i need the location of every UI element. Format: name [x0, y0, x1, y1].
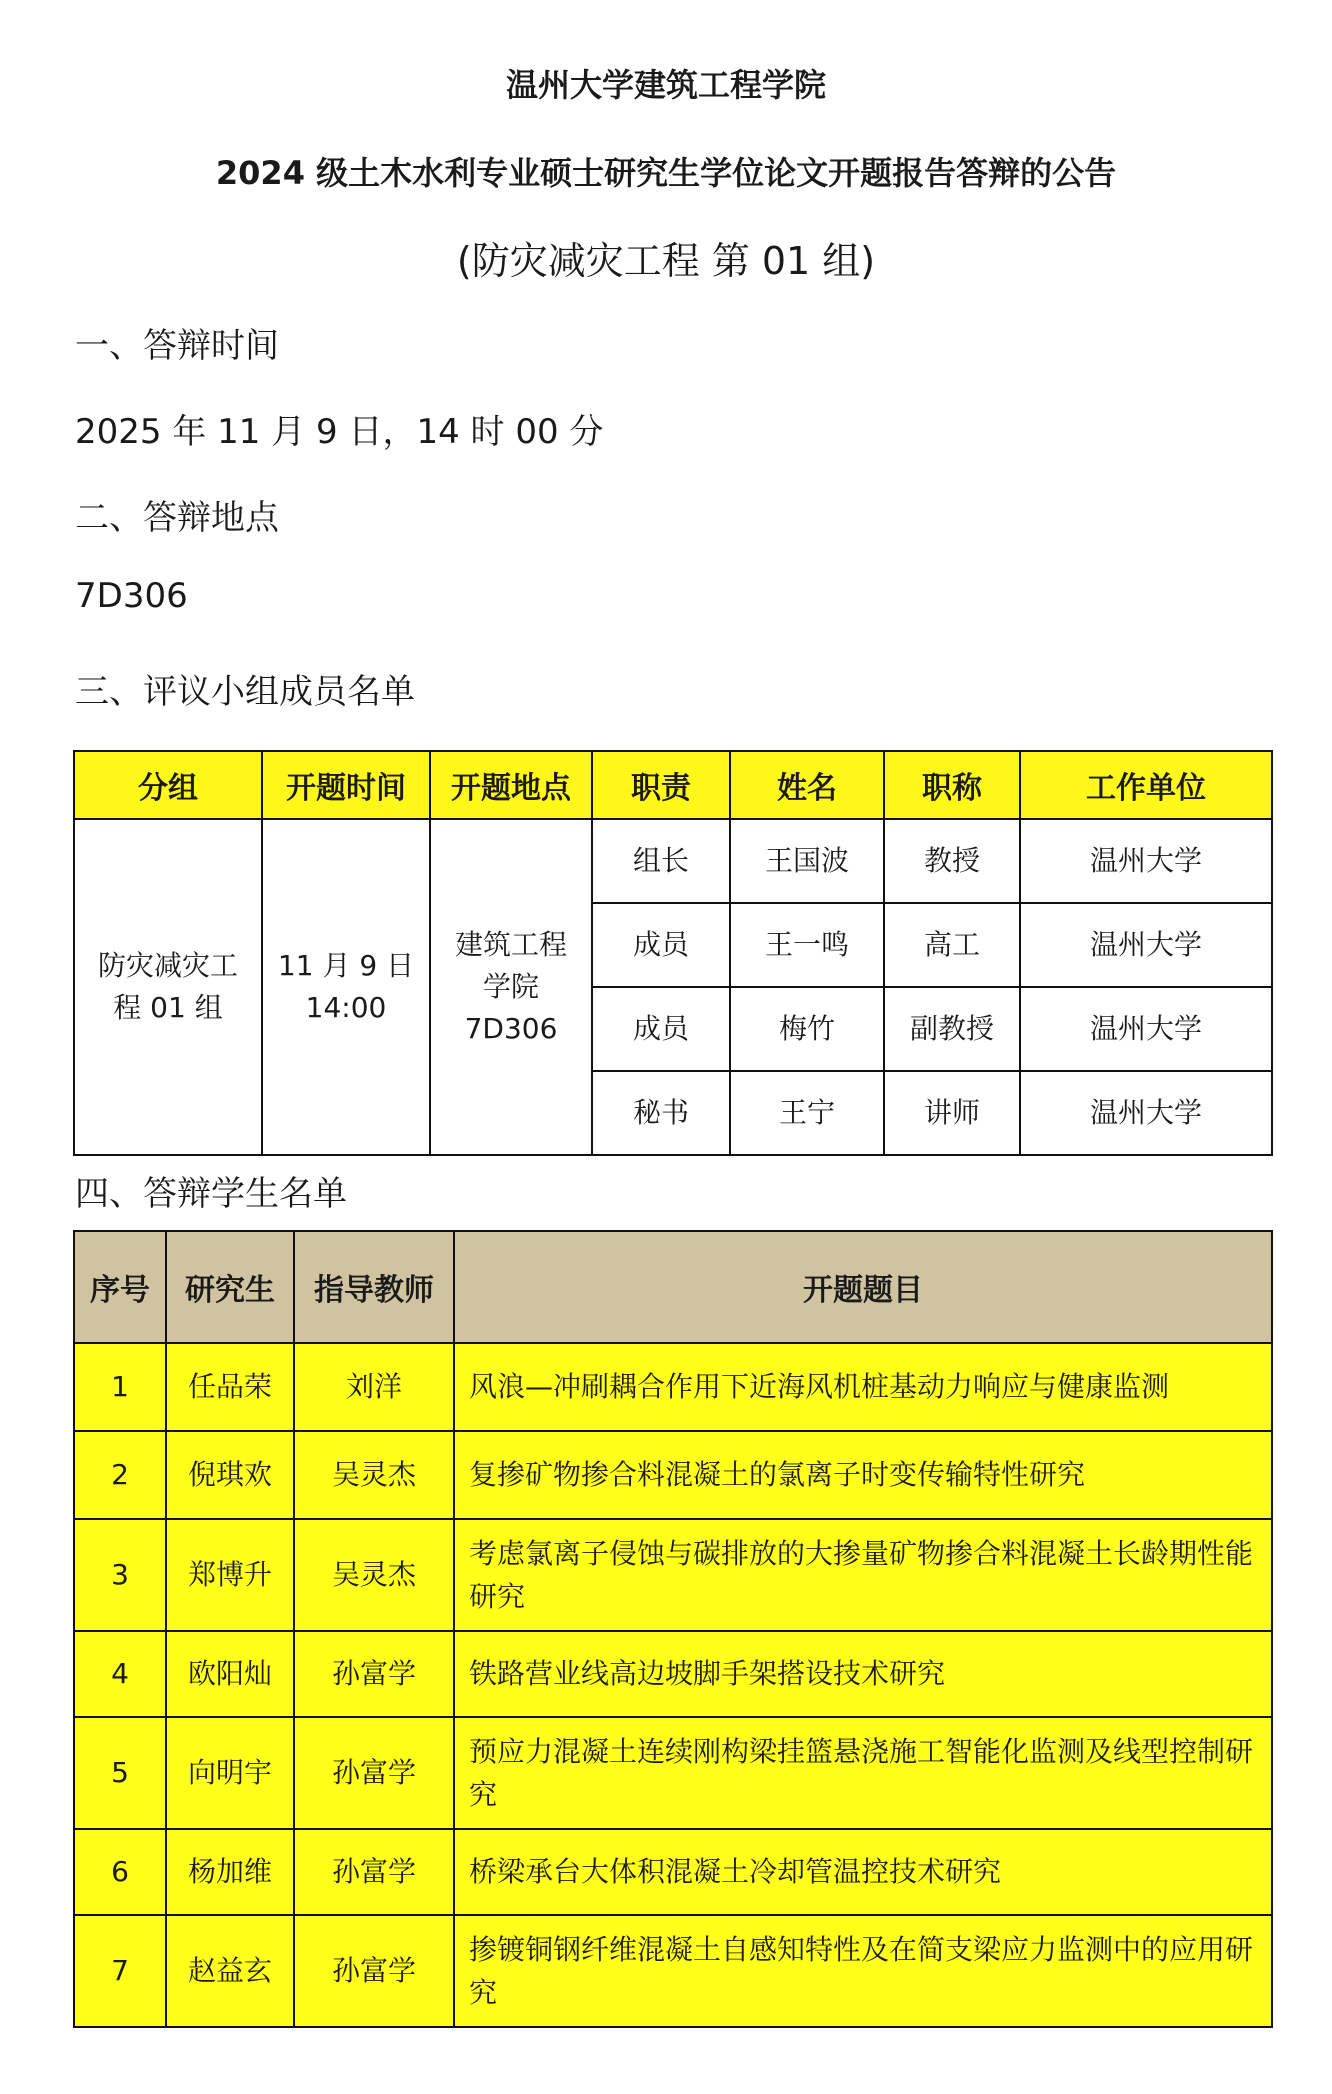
- table-row: [74, 1717, 1272, 1829]
- location-cell: [430, 819, 592, 1155]
- row-no: 2: [74, 1431, 166, 1519]
- table-row: [74, 1431, 1272, 1519]
- member-unit: 温州大学: [1020, 819, 1272, 903]
- row-topic: 风浪—冲刷耦合作用下近海风机桩基动力响应与健康监测: [454, 1343, 1272, 1431]
- row-no: 1: [74, 1343, 166, 1431]
- table-row: [74, 1829, 1272, 1915]
- row-no: 4: [74, 1631, 166, 1717]
- date-text: 11 月 9 日: [277, 949, 415, 982]
- row-student: 倪琪欢: [166, 1431, 294, 1519]
- panel-heading: 三、评议小组成员名单: [75, 672, 415, 712]
- row-advisor: 吴灵杰: [294, 1431, 454, 1519]
- col-header-no: 序号: [74, 1231, 166, 1343]
- col-header-unit: 工作单位: [1020, 751, 1272, 819]
- panel-table: [73, 750, 1273, 1156]
- col-header-group: 分组: [74, 751, 262, 819]
- member-title: 教授: [884, 819, 1020, 903]
- row-advisor: 孙富学: [294, 1915, 454, 2027]
- row-student: 任品荣: [166, 1343, 294, 1431]
- row-topic: 桥梁承台大体积混凝土冷却管温控技术研究: [454, 1829, 1272, 1915]
- row-student: 向明宇: [166, 1717, 294, 1829]
- row-advisor: 孙富学: [294, 1717, 454, 1829]
- group-cell: 防灾减灾工程 01 组: [74, 819, 262, 1155]
- member-title: 高工: [884, 903, 1020, 987]
- col-header-time: 开题时间: [262, 751, 430, 819]
- member-role: 成员: [592, 987, 730, 1071]
- member-title: 副教授: [884, 987, 1020, 1071]
- row-no: 3: [74, 1519, 166, 1631]
- col-header-role: 职责: [592, 751, 730, 819]
- member-unit: 温州大学: [1020, 987, 1272, 1071]
- place-heading: 二、答辩地点: [75, 498, 279, 538]
- member-unit: 温州大学: [1020, 903, 1272, 987]
- location-line1: 建筑工程: [454, 928, 567, 961]
- row-no: 5: [74, 1717, 166, 1829]
- col-header-advisor: 指导教师: [294, 1231, 454, 1343]
- datetime-cell: [262, 819, 430, 1155]
- time-heading: 一、答辩时间: [75, 326, 279, 366]
- location-line2: 学院: [482, 970, 539, 1003]
- member-name: 梅竹: [730, 987, 884, 1071]
- col-header-name: 姓名: [730, 751, 884, 819]
- time-text: 14:00: [305, 991, 387, 1024]
- col-header-title: 职称: [884, 751, 1020, 819]
- row-no: 7: [74, 1915, 166, 2027]
- table-row: [74, 1915, 1272, 2027]
- row-topic: 掺镀铜钢纤维混凝土自感知特性及在简支梁应力监测中的应用研究: [454, 1915, 1272, 2027]
- row-no: 6: [74, 1829, 166, 1915]
- member-role: 成员: [592, 903, 730, 987]
- panel-member-row: [74, 819, 1272, 903]
- col-header-location: 开题地点: [430, 751, 592, 819]
- member-role: 秘书: [592, 1071, 730, 1155]
- table-row: [74, 1343, 1272, 1431]
- row-topic: 铁路营业线高边坡脚手架搭设技术研究: [454, 1631, 1272, 1717]
- row-student: 欧阳灿: [166, 1631, 294, 1717]
- place-value: 7D306: [75, 576, 188, 616]
- notice-title: 2024 级土木水利专业硕士研究生学位论文开题报告答辩的公告: [215, 154, 1117, 192]
- col-header-student: 研究生: [166, 1231, 294, 1343]
- row-advisor: 吴灵杰: [294, 1519, 454, 1631]
- location-line3: 7D306: [464, 1012, 558, 1045]
- col-header-topic: 开题题目: [454, 1231, 1272, 1343]
- row-topic: 考虑氯离子侵蚀与碳排放的大掺量矿物掺合料混凝土长龄期性能研究: [454, 1519, 1272, 1631]
- row-topic: 复掺矿物掺合料混凝土的氯离子时变传输特性研究: [454, 1431, 1272, 1519]
- member-name: 王宁: [730, 1071, 884, 1155]
- member-name: 王国波: [730, 819, 884, 903]
- member-role: 组长: [592, 819, 730, 903]
- row-student: 郑博升: [166, 1519, 294, 1631]
- row-advisor: 刘洋: [294, 1343, 454, 1431]
- students-table: [73, 1230, 1273, 2028]
- row-advisor: 孙富学: [294, 1829, 454, 1915]
- row-advisor: 孙富学: [294, 1631, 454, 1717]
- group-subtitle: (防灾减灾工程 第 01 组): [456, 239, 876, 283]
- row-student: 杨加维: [166, 1829, 294, 1915]
- students-heading: 四、答辩学生名单: [75, 1174, 347, 1214]
- students-header-row: [74, 1231, 1272, 1343]
- table-row: [74, 1631, 1272, 1717]
- member-unit: 温州大学: [1020, 1071, 1272, 1155]
- panel-header-row: [74, 751, 1272, 819]
- time-value: 2025 年 11 月 9 日，14 时 00 分: [75, 412, 604, 452]
- row-student: 赵益玄: [166, 1915, 294, 2027]
- member-title: 讲师: [884, 1071, 1020, 1155]
- member-name: 王一鸣: [730, 903, 884, 987]
- table-row: [74, 1519, 1272, 1631]
- row-topic: 预应力混凝土连续刚构梁挂篮悬浇施工智能化监测及线型控制研究: [454, 1717, 1272, 1829]
- institution-title: 温州大学建筑工程学院: [505, 66, 826, 104]
